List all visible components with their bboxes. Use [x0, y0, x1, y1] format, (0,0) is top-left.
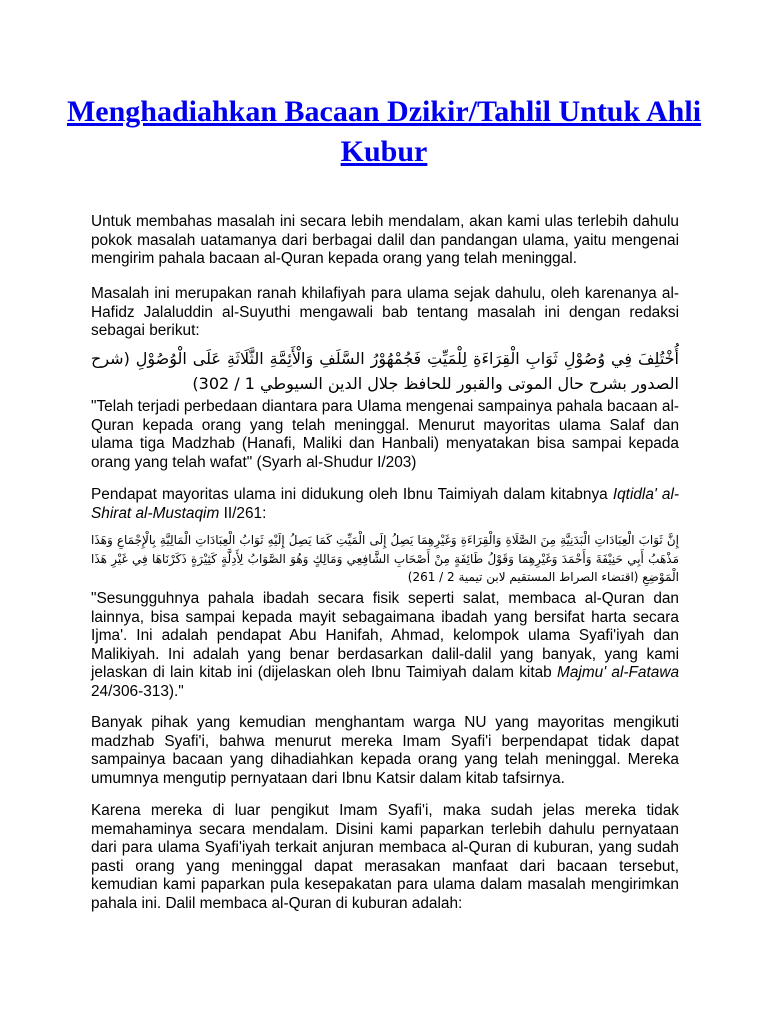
paragraph-intro: Untuk membahas masalah ini secara lebih mendalam, akan kami ulas terlebih dahulu pokok masalah uatamanya dari berbagai dalil dan pandangan ulama, yaitu mengenai mengirim pahala bacaan al-Quran kepada orang yang telah meninggal.: [91, 213, 679, 268]
paragraph-nu-syafii: Banyak pihak yang kemudian menghantam warga NU yang mayoritas mengikuti madzhab Syafi'i, bahwa menurut mereka Imam Syafi'i berpendapat tidak dapat sampainya bacaan yang dihadiahkan kepada orang yang telah meninggal. Mereka umumnya mengutip pernyataan dari Ibnu Katsir dalam kitab tafsirnya.: [91, 714, 679, 787]
arabic-quote-suyuthi: أُخْتُلِفَ فِي وُصُوْلِ ثَوَابِ الْقِرَاءَةِ لِلْمَيِّتِ فَجُمْهُوْرُ السَّلَفِ وَالْأَئِمَّةِ الثَّلَاثَةِ عَلَى الْوُصُوْلِ (شرح الصدور بشرح حال الموتى والقبور للحافظ جلال الدين السيوطي 1 / 302): [91, 349, 679, 393]
paragraph-ibnu-taimiyah-text: Pendapat mayoritas ulama ini didukung oleh Ibnu Taimiyah dalam kitabnya: [91, 486, 613, 503]
paragraph-translation-suyuthi: "Telah terjadi perbedaan diantara para Ulama mengenai sampainya pahala bacaan al-Quran kepada orang yang telah meninggal. Menurut mayoritas ulama Salaf dan ulama tiga Madzhab (Hanafi, Maliki dan Hanbali) menyatakan bisa sampai kepada orang yang telah wafat" (Syarh al-Shudur I/203): [91, 398, 679, 471]
page-title-link[interactable]: Menghadiahkan Bacaan Dzikir/Tahlil Untuk Ahli Kubur: [66, 95, 702, 168]
book-title-iqtidla: Iqtidla' al-Shirat al-Mustaqim: [91, 486, 680, 522]
paragraph-ibnu-taimiyah-ref: II/261:: [219, 504, 267, 522]
paragraph-khilafiyah: Masalah ini merupakan ranah khilafiyah para ulama sejak dahulu, oleh karenanya al-Hafidz Jalaluddin al-Suyuthi mengawali bab tentang masalah ini dengan redaksi sebagai berikut:: [91, 285, 679, 340]
paragraph-translation-taimiyah-text: "Sesungguhnya pahala ibadah secara fisik seperti salat, membaca al-Quran dan lainnya, bisa sampai kepada mayit sebagaimana ibadah yang bersifat harta secara Ijma'. Ini adalah pendapat Abu Hanifah, Ahmad, kelompok ulama Syafi'iyah dan Malikiyah. Ini adalah yang benar berdasarkan dalil-dalil yang banyak, yang kami jelaskan di lain kitab ini (dijelaskan oleh Ibnu Taimiyah dalam kitab: [91, 590, 679, 682]
arabic-quote-ibnu-taimiyah: إِنَّ ثَوَابَ الْعِبَادَاتِ الْبَدَنِيَّةِ مِنَ الصَّلَاةِ وَالْقِرَاءَةِ وَغَيْرِهِمَا يَصِلُ إِلَى الْمَيِّتِ كَمَا يَصِلُ إِلَيْهِ ثَوَابُ الْعِبَادَاتِ الْمَالِيَّةِ بِالْإِجْمَاعِ وَهَذَا مَذْهَبُ أَبِي حَنِيْفَةَ وَأَحْمَدَ وَغَيْرِهِمَا وَقَوْلُ طَائِفَةٍ مِنْ أَصْحَابِ الشَّافِعِي وَمَالِكٍ وَهُوَ الصَّوَابُ لِأَدِلَّةٍ كَثِيْرَةٍ ذَكَرْنَاهَا فِي غَيْرِ هَذَا الْمَوْضِعِ (اقتضاء الصراط المستقيم لابن تيمية 2 / 261): [91, 533, 679, 584]
paragraph-translation-taimiyah-ref: 24/306-313).": [91, 682, 184, 700]
paragraph-ibnu-taimiyah: [91, 486, 679, 523]
paragraph-translation-taimiyah: [91, 590, 679, 702]
paragraph-kuburan-dalil: Karena mereka di luar pengikut Imam Syafi'i, maka sudah jelas mereka tidak memahaminya secara mendalam. Disini kami paparkan terlebih dahulu pernyataan dari para ulama Syafi'iyah terkait anjuran membaca al-Quran di kuburan, yang sudah pasti orang yang meninggal dapat merasakan manfaat dari bacaan tersebut, kemudian kami paparkan pula kesepakatan para ulama dalam masalah mengirimkan pahala ini. Dalil membaca al-Quran di kuburan adalah:: [91, 802, 679, 912]
book-title-majmu: Majmu' al-Fatawa: [557, 664, 679, 682]
